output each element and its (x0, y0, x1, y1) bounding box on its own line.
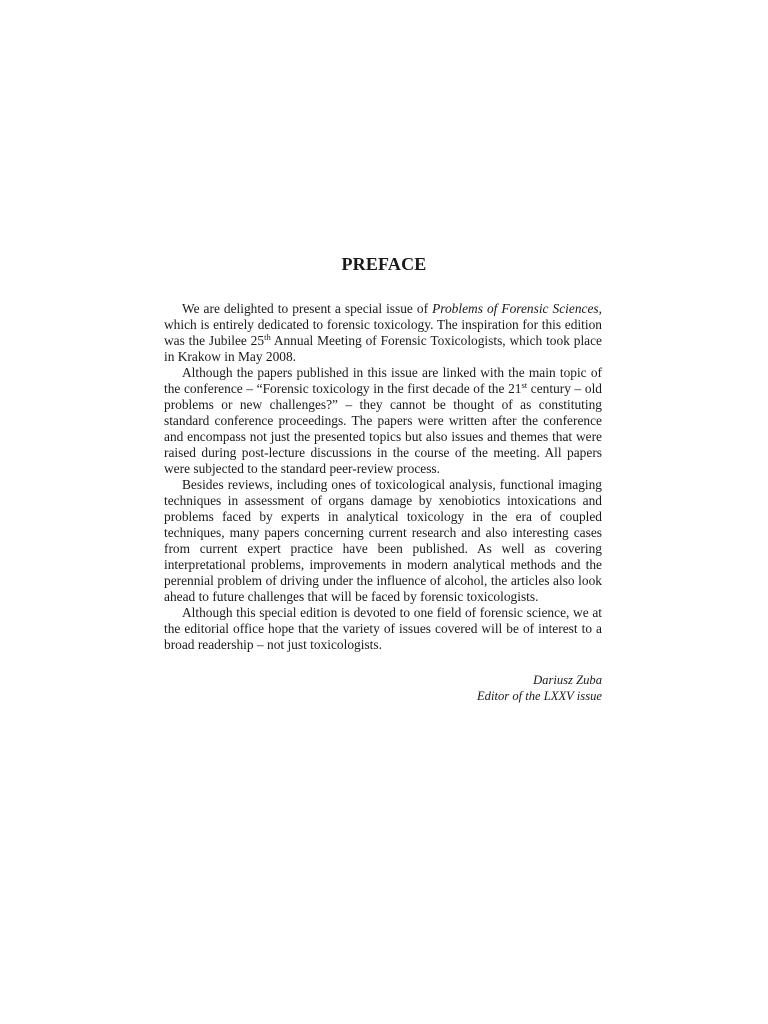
page-title: PREFACE (341, 254, 427, 274)
paragraph-2 (164, 365, 602, 477)
author-role: Editor of the LXXV issue (476, 689, 602, 703)
paragraph-1 (164, 301, 602, 365)
author-name: Dariusz Zuba (533, 673, 602, 687)
paragraph-4: Although this special edition is devoted to one field of forensic science, we at the editorial office hope that the variety of issues covered will be of interest to a broad readership – not just toxicologists. (164, 605, 602, 652)
paragraph-2-part-b: century – old problems or new challenges?” – they cannot be thought of as constituting standard conference proceedings. The papers were written after the conference and encompass not just the presented topics but also issues and themes that were raised during post-lecture discussions in the course of the meeting. All papers were subjected to the standard peer-review process. (164, 381, 602, 476)
signature-block (300, 672, 602, 704)
paragraph-1-part-a: We are delighted to present a special issue of (182, 301, 433, 316)
paragraph-3: Besides reviews, including ones of toxicological analysis, functional imaging techniques in assessment of organs damage by xenobiotics intoxications and problems faced by experts in analytical toxicology in the era of coupled techniques, many papers concerning current research and also interesting cases from current expert practice have been published. As well as covering interpretational problems, improvements in modern analytical methods and the perennial problem of driving under the influence of alcohol, the articles also look ahead to future challenges that will be faced by forensic toxicologists. (164, 477, 602, 604)
paragraph-2-part-a: Although the papers published in this issue are linked with the main topic of the conference – “Forensic toxicology in the first decade of the 21 (164, 365, 602, 396)
paragraph-1-part-c: Annual Meeting of Forensic Toxicologists, which took place in Krakow in May 2008. (164, 333, 602, 364)
paragraph-1-part-b: , which is entirely dedicated to forensic toxicology. The inspiration for this edition was the Jubilee 25 (164, 301, 602, 348)
ordinal-suffix: st (521, 380, 528, 390)
ordinal-suffix: th (264, 332, 271, 342)
preface-body (164, 301, 602, 653)
journal-title: Problems of Forensic Sciences (432, 301, 599, 316)
